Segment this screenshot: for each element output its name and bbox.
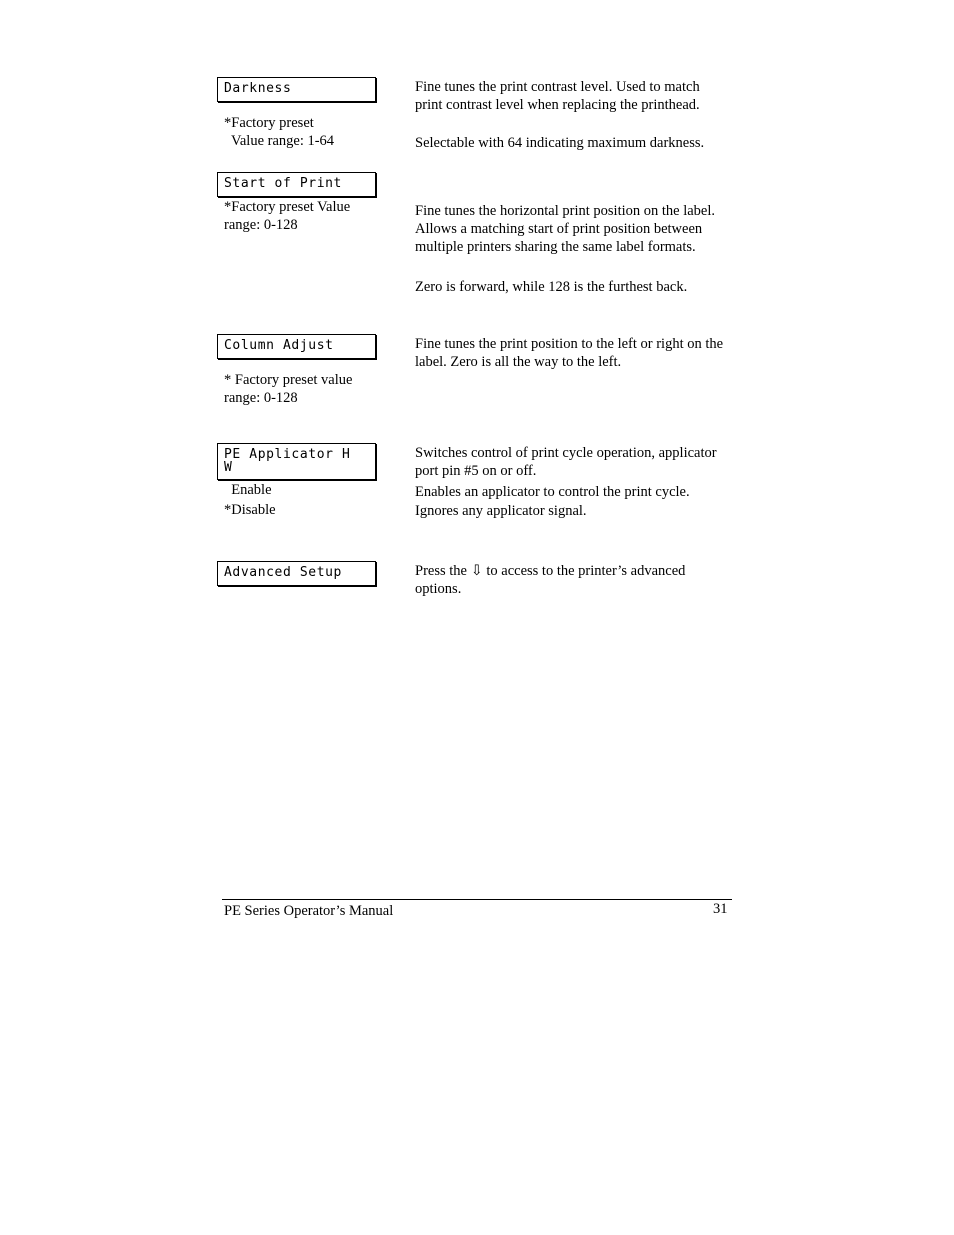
description-paragraph: Press the ⇩ to access to the printer’s advanced options. [415, 563, 686, 597]
lcd-text: Darkness [224, 81, 292, 96]
column-adjust-description [415, 335, 725, 371]
lcd-text: Advanced Setup [224, 565, 342, 580]
description-paragraph: Switches control of print cycle operation, applicator port pin #5 on or off. [415, 445, 717, 479]
description-paragraph: Zero is forward, while 128 is the furthest back. [415, 279, 688, 295]
description-paragraph: Fine tunes the print contrast level. Used to match print contrast level when replacing the printhead. [415, 79, 700, 113]
lcd-advanced-setup [217, 561, 376, 586]
lcd-text: Start of Print [224, 176, 342, 191]
lcd-text: Column Adjust [224, 338, 334, 353]
applicator-options [224, 481, 276, 519]
description-paragraph: Selectable with 64 indicating maximum darkness. [415, 135, 705, 151]
advanced-setup-description [415, 562, 715, 598]
description-paragraph: Ignores any applicator signal. [415, 503, 587, 519]
option-enable: Enable [224, 482, 272, 498]
start-of-print-preset [224, 198, 369, 234]
footer-rule [222, 899, 732, 900]
lcd-darkness [217, 77, 376, 102]
applicator-description [415, 444, 725, 520]
start-of-print-description [415, 202, 725, 296]
option-disable: *Disable [224, 502, 276, 518]
column-adjust-preset [224, 371, 372, 407]
range-line: Value range: 1-64 [224, 133, 335, 149]
description-paragraph: Fine tunes the print position to the left or right on the label. Zero is all the way to the left. [415, 336, 724, 370]
darkness-preset [224, 114, 334, 150]
preset-line: * Factory preset value range: 0-128 [224, 372, 353, 406]
lcd-column-adjust [217, 334, 376, 359]
lcd-start-of-print [217, 172, 376, 197]
lcd-pe-applicator-hw [217, 443, 376, 480]
lcd-text-line2: W [224, 460, 233, 475]
description-paragraph: Enables an applicator to control the print cycle. [415, 484, 690, 500]
preset-line: *Factory preset [224, 115, 314, 131]
footer-title: PE Series Operator’s Manual [224, 903, 394, 919]
description-paragraph: Fine tunes the horizontal print position on the label. Allows a matching start of print position between multiple printers sharing the same label formats. [415, 203, 716, 255]
lcd-text: PE Applicator H [224, 447, 351, 462]
page-number: 31 [713, 901, 728, 917]
preset-line: *Factory preset Value range: 0-128 [224, 199, 351, 233]
darkness-description [415, 78, 725, 152]
